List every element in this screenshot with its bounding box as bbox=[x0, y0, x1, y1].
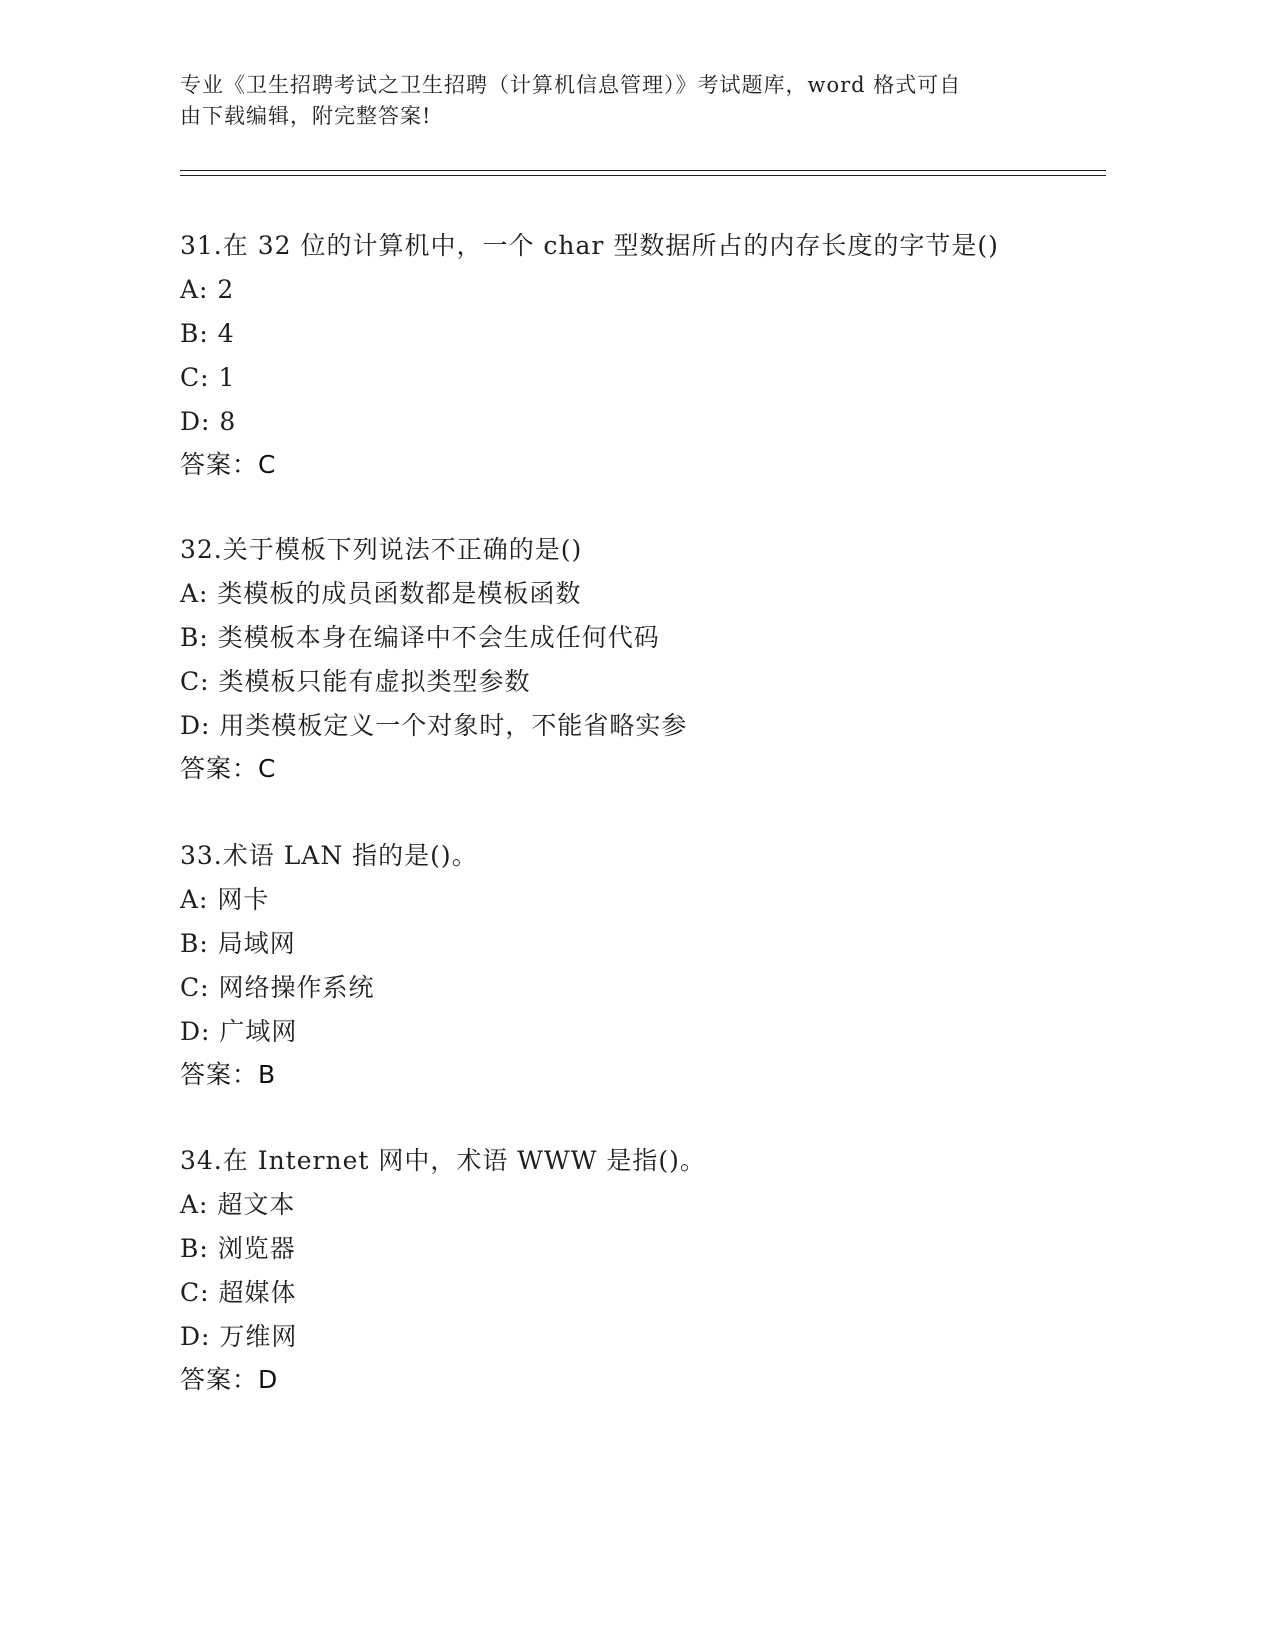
header-divider-bottom bbox=[180, 175, 1106, 176]
option-a: A: 超文本 bbox=[180, 1190, 296, 1219]
option-b: B: 类模板本身在编译中不会生成任何代码 bbox=[180, 623, 660, 652]
header-line-2: 由下载编辑，附完整答案! bbox=[180, 104, 432, 128]
document-header bbox=[180, 70, 1040, 132]
question-33 bbox=[180, 834, 1080, 1096]
option-c: C: 超媒体 bbox=[180, 1278, 297, 1307]
answer: 答案：D bbox=[180, 1365, 279, 1394]
question-stem: 33.术语 LAN 指的是()。 bbox=[180, 841, 478, 870]
question-stem: 34.在 Internet 网中，术语 WWW 是指()。 bbox=[180, 1146, 706, 1175]
option-b: B: 浏览器 bbox=[180, 1234, 296, 1263]
option-c: C: 网络操作系统 bbox=[180, 973, 375, 1002]
option-d: D: 广域网 bbox=[180, 1017, 298, 1046]
option-b: B: 局域网 bbox=[180, 929, 296, 958]
header-divider-top bbox=[180, 170, 1106, 171]
header-line-1: 专业《卫生招聘考试之卫生招聘（计算机信息管理）》考试题库，word 格式可自 bbox=[180, 73, 962, 97]
question-stem: 32.关于模板下列说法不正确的是() bbox=[180, 535, 583, 564]
question-34 bbox=[180, 1139, 1080, 1401]
option-b: B: 4 bbox=[180, 319, 235, 348]
question-31 bbox=[180, 224, 1080, 486]
option-a: A: 2 bbox=[180, 275, 235, 304]
answer: 答案：C bbox=[180, 450, 277, 479]
question-32 bbox=[180, 528, 1080, 790]
answer: 答案：B bbox=[180, 1060, 277, 1089]
question-stem: 31.在 32 位的计算机中，一个 char 型数据所占的内存长度的字节是() bbox=[180, 231, 999, 260]
option-a: A: 类模板的成员函数都是模板函数 bbox=[180, 579, 582, 608]
option-d: D: 用类模板定义一个对象时，不能省略实参 bbox=[180, 711, 688, 740]
option-d: D: 8 bbox=[180, 407, 237, 436]
option-a: A: 网卡 bbox=[180, 885, 270, 914]
option-d: D: 万维网 bbox=[180, 1322, 298, 1351]
option-c: C: 1 bbox=[180, 363, 236, 392]
option-c: C: 类模板只能有虚拟类型参数 bbox=[180, 667, 531, 696]
answer: 答案：C bbox=[180, 754, 277, 783]
